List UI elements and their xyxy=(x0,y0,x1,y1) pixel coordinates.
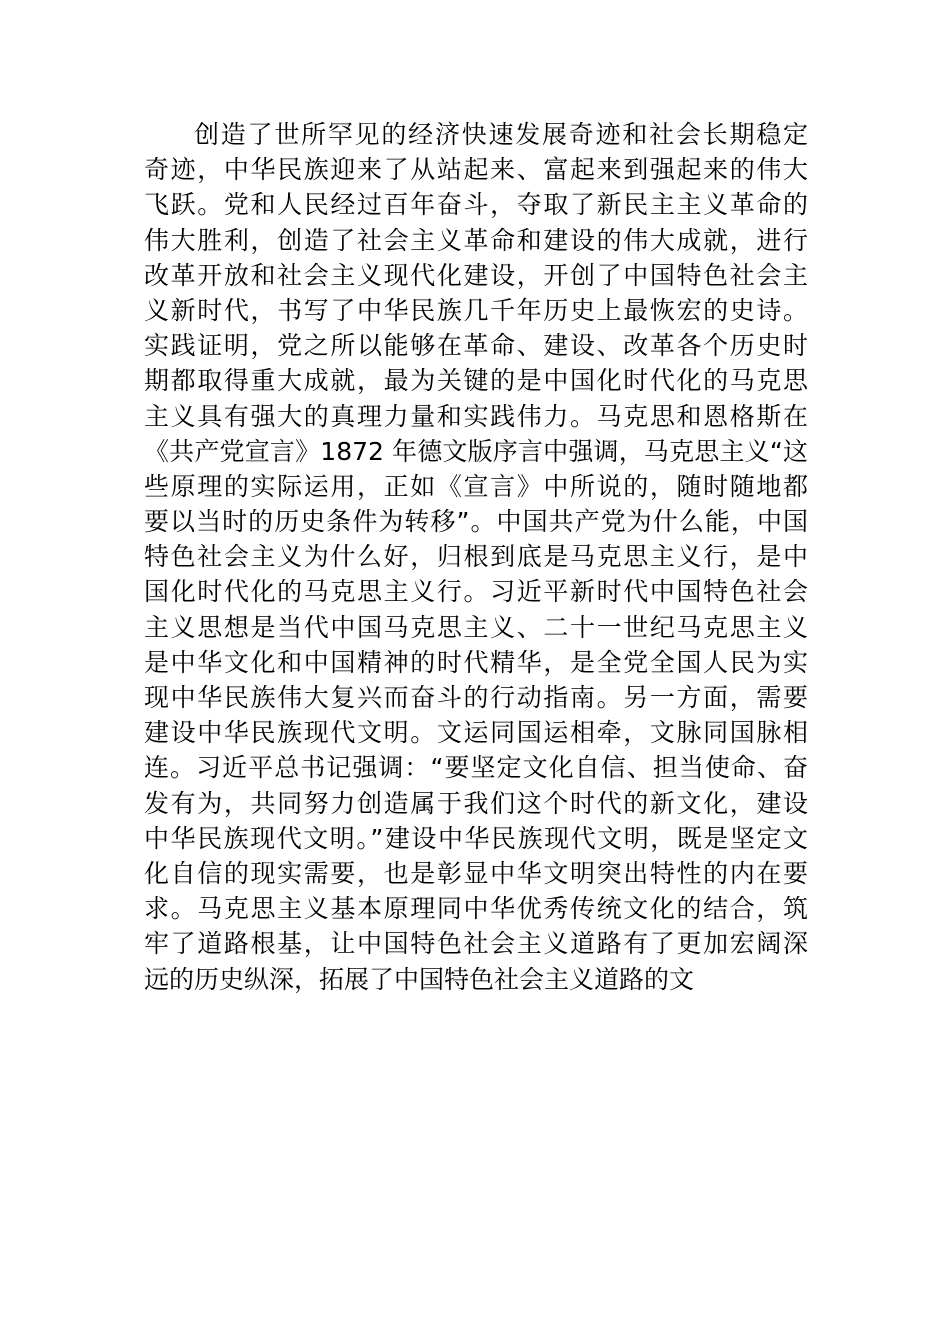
text-line: 奇迹，中华民族迎来了从站起来、富起来到强起来的伟大 xyxy=(144,155,808,185)
text-line: 国化时代化的马克思主义行。习近平新时代中国特色社会 xyxy=(144,577,808,607)
text-line: 化自信的现实需要，也是彰显中华文明突出特性的内在要 xyxy=(144,858,808,888)
text-line: 特色社会主义为什么好，归根到底是马克思主义行，是中 xyxy=(144,542,808,572)
text-line: 实践证明，党之所以能够在革命、建设、改革各个历史时 xyxy=(144,331,808,361)
text-line: 改革开放和社会主义现代化建设，开创了中国特色社会主 xyxy=(144,260,808,290)
text-line: 主义思想是当代中国马克思主义、二十一世纪马克思主义 xyxy=(144,612,808,642)
text-line: 期都取得重大成就，最为关键的是中国化时代化的马克思 xyxy=(144,366,808,396)
text-line: 些原理的实际运用，正如《宣言》中所说的，随时随地都 xyxy=(144,471,808,501)
body-paragraph xyxy=(144,117,808,997)
text-line: 中华民族现代文明。”建设中华民族现代文明，既是坚定文 xyxy=(144,823,808,853)
text-line: 牢了道路根基，让中国特色社会主义道路有了更加宏阔深 xyxy=(144,929,808,959)
text-line: 《共产党宣言》1872 年德文版序言中强调，马克思主义“这 xyxy=(144,436,808,466)
text-line: 伟大胜利，创造了社会主义革命和建设的伟大成就，进行 xyxy=(144,225,808,255)
text-line: 飞跃。党和人民经过百年奋斗，夺取了新民主主义革命的 xyxy=(144,190,808,220)
text-line: 发有为，共同努力创造属于我们这个时代的新文化，建设 xyxy=(144,788,808,818)
text-line: 创造了世所罕见的经济快速发展奇迹和社会长期稳定 xyxy=(194,120,808,149)
text-line: 现中华民族伟大复兴而奋斗的行动指南。另一方面，需要 xyxy=(144,683,808,712)
text-line: 义新时代，书写了中华民族几千年历史上最恢宏的史诗。 xyxy=(144,295,808,325)
text-line: 远的历史纵深，拓展了中国特色社会主义道路的文 xyxy=(144,964,695,994)
text-line: 是中华文化和中国精神的时代精华，是全党全国人民为实 xyxy=(144,647,808,677)
text-line: 主义具有强大的真理力量和实践伟力。马克思和恩格斯在 xyxy=(144,401,808,431)
text-line: 建设中华民族现代文明。文运同国运相牵，文脉同国脉相 xyxy=(144,718,808,748)
text-line: 连。习近平总书记强调：“要坚定文化自信、担当使命、奋 xyxy=(144,753,808,783)
text-line: 要以当时的历史条件为转移”。中国共产党为什么能，中国 xyxy=(144,507,808,537)
text-line: 求。马克思主义基本原理同中华优秀传统文化的结合，筑 xyxy=(144,894,808,924)
